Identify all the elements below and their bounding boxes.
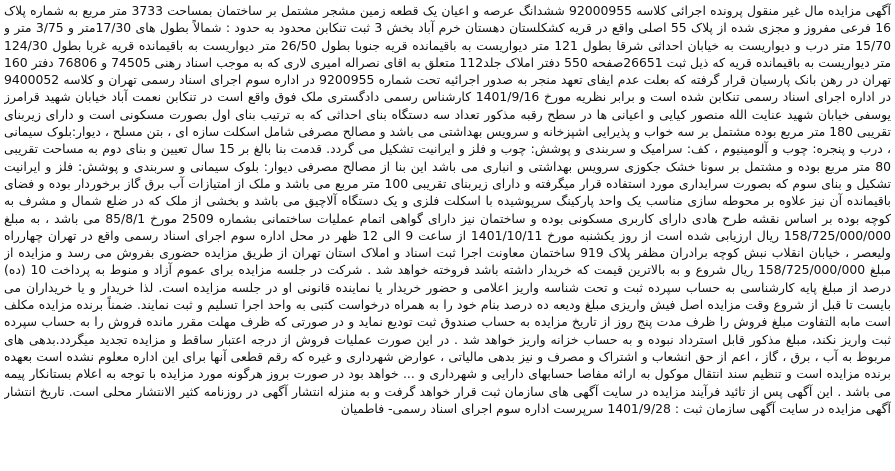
auction-notice-text: آگهی مزایده مال غیر منقول پرونده اجرائی کلاسه 92000955 ششدانگ عرصه و اعیان یک قطعه زمین مشجر مشتمل بر ساختمان بمساحت 3733 متر مربع به شماره پلاک 16 فرعی مفروز و مجزی شده از پلاک 55 اصلی واقع در قریه کشکلستان دهستان خرم آباد بخش 3 ثبت تنکابن محدود به حدود : شمالاً بطول های 17/30متر و 3/75 متر و 15/70 متر درب و دیواریست به خیابان احداثی شرقا بطول 121 متر دیواریست به باقیمانده قریه جنوبا بطول 26/50 متر دیواریست به باقیمانده قریه غربا بطول 124/30 متر دیواریست به باقیمانده قریه که ذیل ثبت 26651صفحه 550 دفتر املاک جلد112 متعلق به اقای نصراله امیری لاری که به موجب اسناد رهنی 74505 و 76806 دفتر 160 تهران در رهن بانک پارسیان قرار گرفته که بعلت عدم ایفای تعهد منجر به صدور اجرائیه تحت شماره 9200955 در اداره سوم اجرای اسناد رسمی تهران و کلاسه 9400052 در اداره اجرای اسناد رسمی تنکابن شده است و برابر نظریه مورخ 1401/9/16 کارشناس رسمی دادگستری ملک فوق واقع است در تنکابن نعمت آباد خیابان شهید قرامرز یوسفی خیابان شهید عنایت الله منصور کیایی و اعیانی ها در سطح رقبه مذکور تعداد سه دستگاه بنای احداثی که به ترتیب بنای اول بصورت مسکونی است و دارای زیربنای تقریبی 180 متر مربع بوده مشتمل بر سه خواب و پذیرایی اشپزخانه و سرویس بهداشتی می باشد و مصالح مصرفی شامل اسکلت سازه ای ، بتن مسلح ، دیوار:بلوک سیمانی ، درب و پنجره: چوب و آلومینیوم ، کف: سرامیک و سربندی و پوشش: چوب و فلز و ایرانیت تشکیل می گردد. قدمت بنا بالغ بر 15 سال تعیین و بنای دوم به مساحت تقریبی 80 متر مربع بوده و مشتمل بر سونا خشک جکوزی سرویس بهداشتی و انباری می باشد این بنا از مصالح مصرفی دیوار: بلوک سیمانی و سربندی و پوشش: فلز و ایرانیت تشکیل و بنای سوم که بصورت سرایداری مورد استفاده قرار میگرفته و دارای زیربنای تقریبی 100 متر مربع می باشد و ملک از امتیازات آب برق گاز برخوردار بوده و فضای باقیمانده آن نیز علاوه بر محوطه سازی مناسب یک واحد پارکینگ سرپوشیده با اسکلت فلزی و یک دستگاه آلاچیق می باشد و بخشی از ملک که در ضلع شمال و مشرف به کوچه بوده بر اساس نقشه طرح هادی دارای کاربری مسکونی بوده و ساختمان نیز دارای گواهی اتمام عملیات ساختمانی بشماره 2509 مورخ 85/8/1 می باشد ، به مبلغ 158/725/000/000 ریال ارزیابی شده است از روز یکشنبه مورخ 1401/10/11 از ساعت 9 الی 12 ظهر در محل اداره سوم اجرای اسناد رسمی واقع در تهران چهارراه ولیعصر ، خیابان انقلاب نبش کوچه برادران مظفر پلاک 919 ساختمان معاونت اجرا ثبت اسناد و املاک استان تهران از طریق مزایده حضوری بفروش می رسد و مزایده از مبلغ 158/725/000/000 ریال شروع و به بالاترین قیمت که خریدار داشته باشد فروخته خواهد شد . شرکت در جلسه مزایده برای عموم آزاد و منوط به پرداخت 10 (ده) درصد از مبلغ پایه کارشناسی به حساب سپرده ثبت و تحت شناسه واریز اعلامی و حضور خریدار یا نماینده قانونی او در جلسه مزایده است. لذا خریدار و یا خریداران می بایست تا قبل از شروع وقت مزایده اصل فیش واریزی مبلغ ودیعه ده درصد بنام خود را به همراه درخواست کتبی به واحد اجرا تسلیم و ثبت نمایند. ضمناً برنده مزایده مکلف است مابه التفاوت مبلغ فروش را ظرف مدت پنج روز از تاریخ مزایده به حساب صندوق ثبت تودیع نماید و در صورتی که ظرف مهلت مقرر مانده فروش را به حساب سپرده ثبت واریز نکند، مبلغ مذکور قابل استرداد نبوده و به حساب خزانه واریز خواهد شد . در این صورت عملیات فروش از درجه اعتبار ساقط و مزایده تجدید میگردد.بدهی های مربوط به آب ، برق ، گاز ، اعم از حق انشعاب و اشتراک و مصرف و نیز بدهی مالیاتی ، عوارض شهرداری و غیره که رقم قطعی آنها برای این اداره معلوم نشده است بعهده برنده مزایده است و تنظیم سند انتقال موکول به ارائه مفاصا حسابهای دارایی و شهرداری و ... خواهد بود در صورت بروز هرگونه مورد مزایده با توجه به اعلام بستانکار پیمه می باشد . این آگهی پس از تائید فرآیند مزایده در سایت آگهی های سازمان ثبت قرار خواهد گرفت و به منزله انتشار آگهی در روزنامه کثیر الانتشار محلی است. تاریخ انتشار آگهی مزایده در سایت آگهی سازمان ثبت : 1401/9/28 سرپرست اداره سوم اجرای اسناد رسمی- فاطمیان (4, 3, 891, 416)
